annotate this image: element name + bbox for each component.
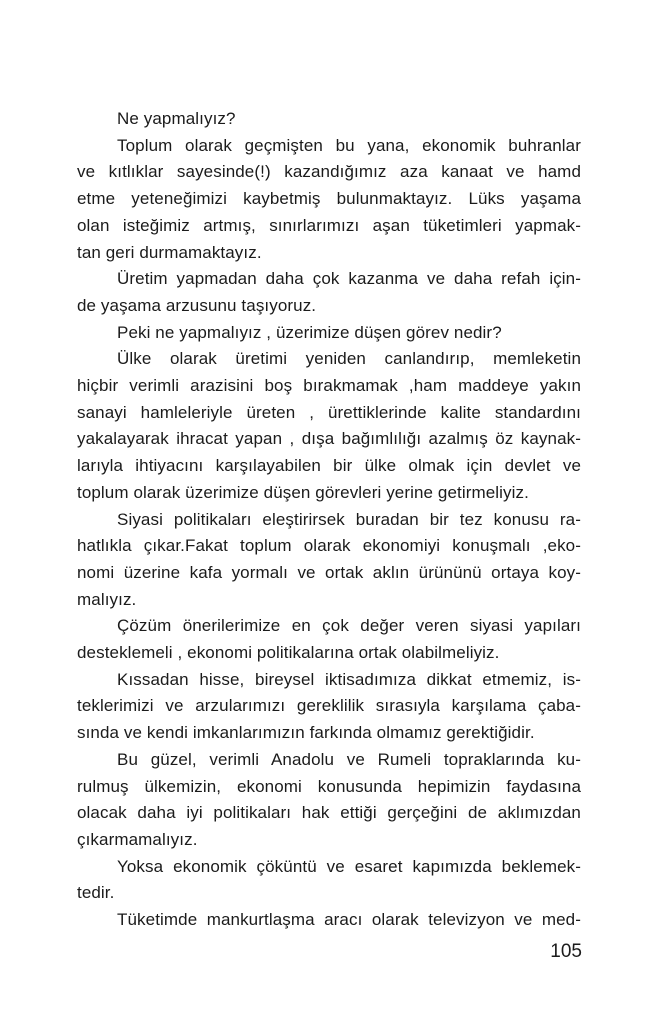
text-line: Bu güzel, verimli Anadolu ve Rumeli topraklarında ku- [117,749,581,769]
text-line: Çözüm önerilerimize en çok değer veren siyasi yapıları [117,616,581,636]
text-line: desteklemeli , ekonomi politikalarına ortak olabilmeliyiz. [77,643,500,663]
text-line: Toplum olarak geçmişten bu yana, ekonomik buhranlar [117,135,581,155]
text-line: malıyız. [77,589,137,609]
text-line: Tüketimde mankurtlaşma aracı olarak televizyon ve med- [117,910,581,930]
text-line: rulmuş ülkemizin, ekonomi konusunda hepimizin faydasına [77,776,581,796]
text-line: Siyasi politikaları eleştirirsek buradan bir tez konusu ra- [117,509,581,529]
body-text [77,106,581,934]
text-line: Ne yapmalıyız? [117,109,236,128]
text-line: teklerimizi ve arzularımızı gereklilik sırasıyla karşılama çaba- [77,696,581,716]
text-line: Peki ne yapmalıyız , üzerimize düşen görev nedir? [117,322,502,342]
text-line: tan geri durmamaktayız. [77,242,262,262]
text-line: Kıssadan hisse, bireysel iktisadımıza dikkat etmemiz, is- [117,669,581,689]
text-line: tedir. [77,883,115,903]
text-line: yakalayarak ihracat yapan , dışa bağımlılığı azalmış öz kaynak- [77,429,581,449]
text-line: olan isteğimiz artmış, sınırlarımızı aşan tüketimleri yapmak- [77,215,581,235]
text-line: Yoksa ekonomik çöküntü ve esaret kapımızda beklemek- [117,856,581,876]
text-line: olacak daha iyi politikaları hak ettiği gerçeğini de aklımızdan [77,803,581,823]
text-line: sanayi hamleleriyle üreten , ürettiklerinde kalite standardını [77,402,581,422]
text-line: larıyla ihtiyacını karşılayabilen bir ülke olmak için devlet ve [77,456,581,476]
text-line: Üretim yapmadan daha çok kazanma ve daha refah için- [117,269,581,289]
text-line: toplum olarak üzerimize düşen görevleri yerine getirmeliyiz. [77,482,529,502]
text-line: ve kıtlıklar sayesinde(!) kazandığımız aza kanaat ve hamd [77,162,581,182]
text-line: nomi üzerine kafa yormalı ve ortak aklın ürününü ortaya koy- [77,562,581,582]
text-line: de yaşama arzusunu taşıyoruz. [77,295,317,315]
text-line: sında ve kendi imkanlarımızın farkında olmamız gerektiğidir. [77,723,535,743]
text-line: Ülke olarak üretimi yeniden canlandırıp, memleketin [117,349,581,369]
text-line: hiçbir verimli arazisini boş bırakmamak ,ham maddeye yakın [77,376,581,396]
text-line: etme yeteneğimizi kaybetmiş bulunmaktayız. Lüks yaşama [77,189,581,209]
text-line: hatlıkla çıkar.Fakat toplum olarak ekonomiyi konuşmalı ,eko- [77,536,581,556]
text-line: çıkarmamalıyız. [77,829,198,849]
page-number: 105 [550,941,582,962]
